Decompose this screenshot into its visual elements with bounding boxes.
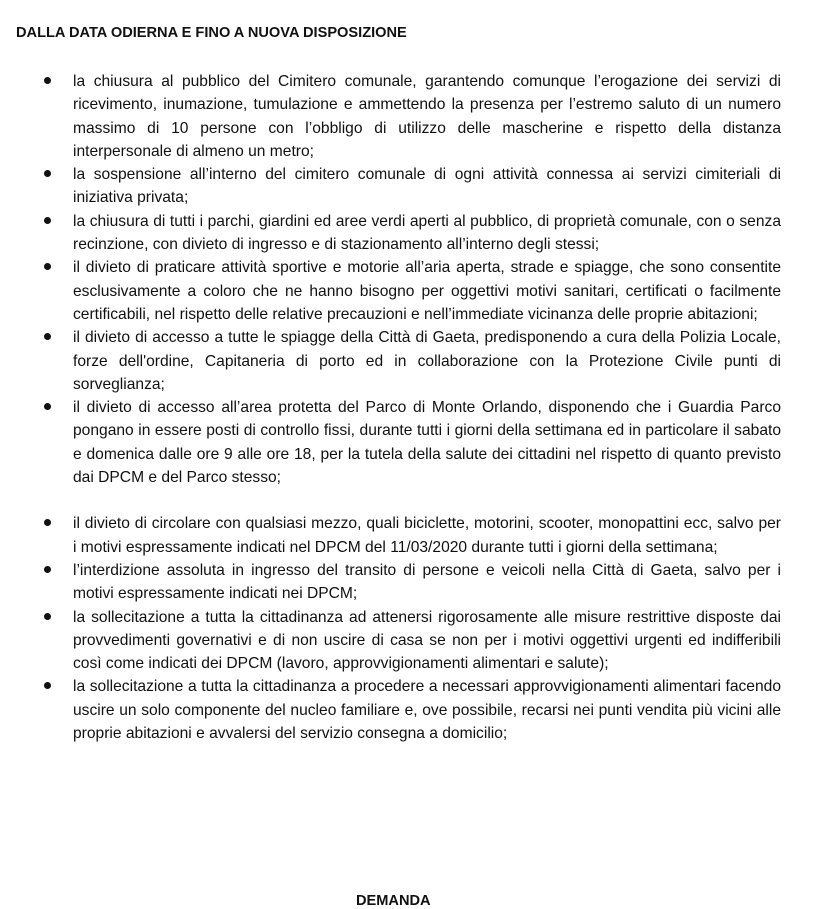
list-item — [0, 512, 839, 559]
demanda-heading: DEMANDA — [356, 893, 431, 909]
list-item-text: il divieto di praticare attività sportive e motorie all’aria aperta, strade e spiagge, che sono consentite esclusivamente a coloro che ne hanno bisogno per oggettivi motivi sanitari, certificati o facilmente certificabili, nel rispetto delle relative precauzioni e nell’immediate vicinanza delle proprie abitazioni; — [73, 259, 781, 323]
bullet-icon — [44, 333, 51, 340]
list-item — [0, 163, 839, 210]
bullet-icon — [44, 263, 51, 270]
list-item-text: la sospensione all’interno del cimitero comunale di ogni attività connessa ai servizi cimiteriali di iniziativa privata; — [73, 166, 781, 207]
list-item-text: la sollecitazione a tutta la cittadinanza a procedere a necessari approvvigionamenti alimentari facendo uscire un solo componente del nucleo familiare e, ove possibile, recarsi nei punti vendita più vicini alle proprie abitazioni e avvalersi del servizio consegna a domicilio; — [73, 678, 781, 743]
list-item-text: la chiusura al pubblico del Cimitero comunale, garantendo comunque l’erogazione dei servizi di ricevimento, inumazione, tumulazione e ammettendo la presenza per l’estremo saluto di un numero massimo di 10 persone con l’obbligo di utilizzo delle mascherine e rispetto della distanza interpersonale di almeno un metro; — [73, 73, 781, 160]
list-item-text: il divieto di accesso a tutte le spiagge della Città di Gaeta, predisponendo a cura della Polizia Locale, forze dell'ordine, Capitaneria di porto ed in collaborazione con la Protezione Civile punti di sorveglianza; — [73, 329, 781, 393]
bullet-icon — [44, 77, 51, 84]
bullet-icon — [44, 170, 51, 177]
measures-list — [0, 70, 839, 745]
bullet-icon — [44, 613, 51, 620]
list-item — [0, 606, 839, 676]
bullet-icon — [44, 566, 51, 573]
list-item-text: la sollecitazione a tutta la cittadinanza ad attenersi rigorosamente alle misure restrittive disposte dai provvedimenti governativi e di non uscire di casa se non per i motivi oggettivi urgenti ed indifferibili così come indicati dei DPCM (lavoro, approvvigionamenti alimentari e salute); — [73, 608, 781, 673]
list-item — [0, 326, 839, 396]
bullet-icon — [44, 403, 51, 410]
list-item — [0, 559, 839, 606]
list-item — [0, 70, 839, 163]
bullet-icon — [44, 217, 51, 224]
list-item — [0, 675, 839, 745]
list-item — [0, 210, 839, 257]
list-item-text: il divieto di circolare con qualsiasi mezzo, quali biciclette, motorini, scooter, monopattini ecc, salvo per i motivi espressamente indicati nel DPCM del 11/03/2020 durante tutti i giorni della settimana; — [73, 515, 781, 556]
list-item-text: il divieto di accesso all’area protetta del Parco di Monte Orlando, disponendo che i Guardia Parco pongano in essere posti di controllo fissi, durante tutti i giorni della settimana ed in particolare il sabato e domenica dalle ore 9 alle ore 18, per la tutela della salute dei cittadini nel rispetto di quanto previsto dai DPCM e del Parco stesso; — [73, 399, 781, 487]
section-heading: DALLA DATA ODIERNA E FINO A NUOVA DISPOSIZIONE — [16, 25, 407, 41]
list-item — [0, 396, 839, 489]
bullet-icon — [44, 519, 51, 526]
bullet-icon — [44, 682, 51, 689]
list-item-text: l’interdizione assoluta in ingresso del transito di persone e veicoli nella Città di Gaeta, salvo per i motivi espressamente indicati nei DPCM; — [73, 561, 781, 603]
list-item-text: la chiusura di tutti i parchi, giardini ed aree verdi aperti al pubblico, di proprietà comunale, con o senza recinzione, con divieto di ingresso e di stazionamento all’interno degli stessi; — [73, 212, 781, 254]
blank-line — [0, 489, 839, 512]
list-item — [0, 256, 839, 326]
